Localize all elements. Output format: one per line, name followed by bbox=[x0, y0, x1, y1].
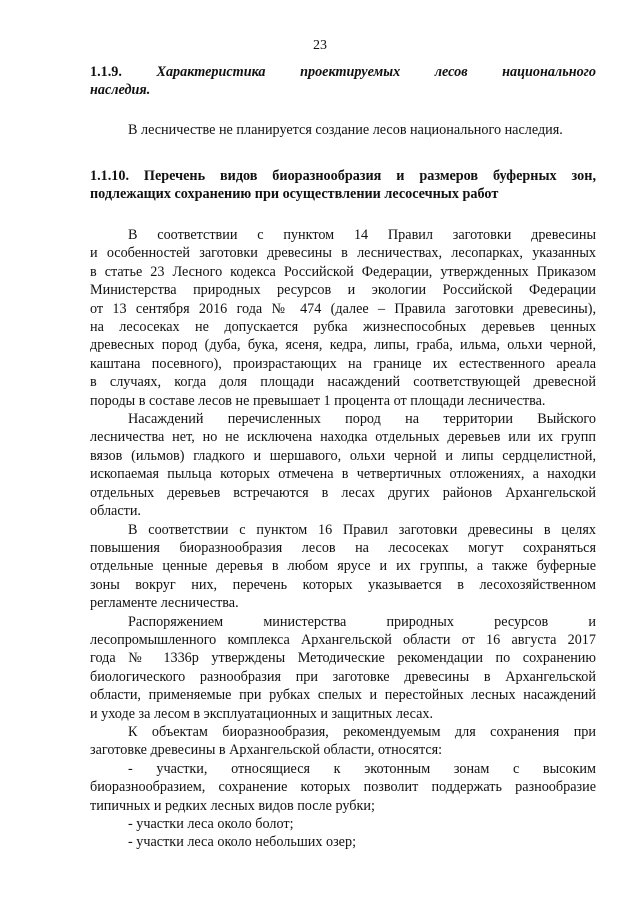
text-line: породы в составе лесов не превышает 1 процента от площади лесничества. bbox=[90, 392, 546, 409]
page-number: 23 bbox=[313, 38, 327, 53]
text-line: в случаях, когда доля площади насаждений соответствующей древесной bbox=[90, 374, 596, 391]
text-line: отдельных деревьев встречаются в лесах других районов Архангельской bbox=[90, 484, 596, 501]
section-number: 1.1.9. bbox=[90, 64, 122, 80]
text-line: года № 1336р утверждены Методические рекомендации по сохранению bbox=[90, 650, 596, 667]
text-line: лесопромышленного комплекса Архангельской области от 16 августа 2017 bbox=[90, 631, 596, 648]
paragraph-5 bbox=[90, 723, 596, 760]
text-line: на лесосеках не допускается рубка жизнеспособных деревьев ценных bbox=[90, 319, 596, 336]
section-heading-1-1-9 bbox=[90, 63, 596, 100]
text-line: - участки леса около небольших озер; bbox=[128, 834, 357, 851]
text-line: Министерства природных ресурсов и экологии Российской Федерации bbox=[90, 282, 596, 299]
text-line: Распоряжением министерства природных ресурсов и bbox=[128, 613, 596, 630]
text-line: области, применяемые при рубках спелых и перестойных лесных насаждений bbox=[90, 687, 596, 704]
body-text bbox=[90, 226, 596, 852]
text-line: отдельные ценные деревья в любом ярусе и их группы, а также буферные bbox=[90, 558, 596, 575]
paragraph-4 bbox=[90, 613, 596, 723]
section-heading-line bbox=[90, 81, 596, 99]
section-heading-line bbox=[90, 63, 596, 81]
text-line: повышения биоразнообразия лесов на лесосеках могут сохраняться bbox=[90, 539, 596, 556]
text-line: биоразнообразием, сохранение которых позволит поддержать разнообразие bbox=[90, 779, 596, 796]
text-line: и особенностей заготовки древесины в лесничествах, лесопарках, указанных bbox=[90, 245, 596, 262]
text-line: В соответствии с пунктом 16 Правил заготовки древесины в целях bbox=[128, 521, 596, 538]
text-line: ископаемая пыльца которых отмечена в четвертичных отложениях, а находки bbox=[90, 466, 596, 483]
text-line: каштана посевного), произрастающих на границе их естественного ареала bbox=[90, 355, 596, 372]
text-line: регламенте лесничества. bbox=[90, 595, 239, 612]
section-heading-line: подлежащих сохранению при осуществлении лесосечных работ bbox=[90, 186, 499, 203]
text-line: К объектам биоразнообразия, рекомендуемым для сохранения при bbox=[128, 723, 596, 740]
list-item bbox=[90, 815, 596, 833]
paragraph: В лесничестве не планируется создание лесов национального наследия. bbox=[128, 122, 563, 138]
text-line: типичных и редких лесных видов после рубки; bbox=[90, 797, 375, 814]
paragraph-1 bbox=[90, 226, 596, 410]
paragraph-2 bbox=[90, 410, 596, 520]
list-item bbox=[90, 833, 596, 851]
text-line: области. bbox=[90, 503, 141, 520]
text-line: Насаждений перечисленных пород на территории Выйского bbox=[128, 411, 596, 428]
section-title-text: наследия. bbox=[90, 82, 151, 99]
list-item bbox=[90, 760, 596, 815]
text-line: и уходе за лесом в эксплуатационных и защитных лесах. bbox=[90, 705, 434, 722]
text-line: в статье 23 Лесного кодекса Российской Федерации, утвержденных Приказом bbox=[90, 263, 596, 280]
text-line: лесничества нет, но не исключена находка отдельных деревьев или их групп bbox=[90, 429, 596, 446]
text-line: В соответствии с пунктом 14 Правил заготовки древесины bbox=[128, 227, 596, 243]
text-line: - участки, относящиеся к экотонным зонам с высоким bbox=[128, 760, 596, 777]
text-line: зоны вокруг них, перечень которых указывается в лесохозяйственном bbox=[90, 576, 596, 593]
text-line: - участки леса около болот; bbox=[128, 816, 294, 832]
section-title-text: Характеристика проектируемых лесов национального bbox=[156, 64, 596, 80]
section-body bbox=[90, 121, 596, 139]
text-line: от 13 сентября 2016 года № 474 (далее – Правила заготовки древесины), bbox=[90, 300, 596, 317]
text-line: вязов (ильмов) гладкого и шершавого, ольхи черной и липы сердцелистной, bbox=[90, 447, 596, 464]
text-line: древесных пород (дуба, бука, ясеня, кедра, липы, граба, ильма, ольхи черной, bbox=[90, 337, 596, 354]
section-heading-1-1-10 bbox=[90, 167, 596, 204]
text-line: заготовке древесины в Архангельской области, относятся: bbox=[90, 742, 443, 759]
paragraph-3 bbox=[90, 521, 596, 613]
section-heading-line: 1.1.10. Перечень видов биоразнообразия и размеров буферных зон, bbox=[90, 168, 596, 184]
text-line: биологического разнообразия при заготовке древесины в Архангельской bbox=[90, 668, 596, 685]
